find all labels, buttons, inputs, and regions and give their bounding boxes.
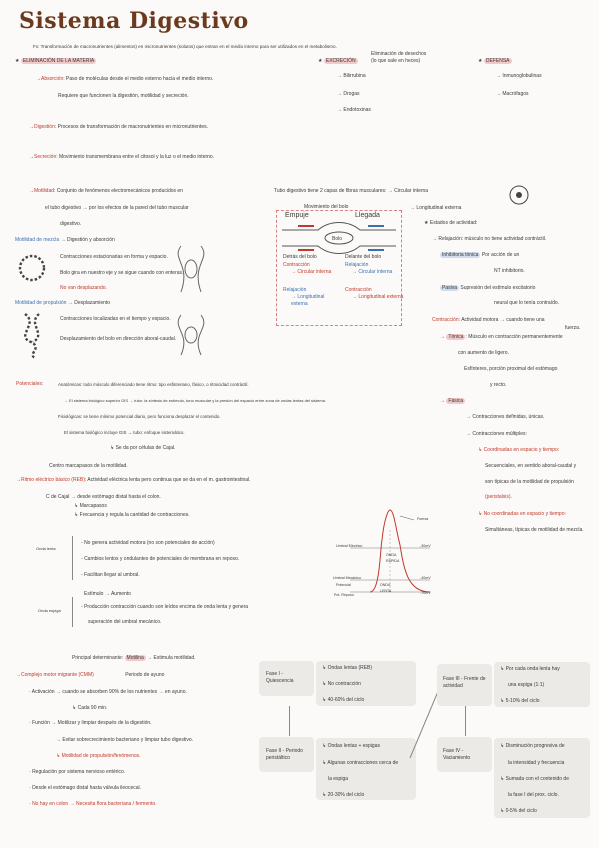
diagram-delante-relaj-sub: → Circular interna <box>352 269 393 275</box>
propulsion-wave-icon <box>17 312 47 358</box>
fase-3-item: ↳ Por cada onda lenta hay <box>500 666 560 672</box>
diagram-llegada: Llegada <box>355 212 380 219</box>
defensa-item: → Macrófagos <box>496 91 529 97</box>
complejo-principal: Principal determinante: Motilina → Estimula motilidad. <box>72 655 196 661</box>
complejo-regulacion: · Regulación por sistema nervioso entérico. <box>29 769 126 775</box>
graph-fuerza: Fuerza <box>417 517 429 521</box>
fase-2-item: ↳ 20-30% del ciclo <box>322 792 365 798</box>
estados-tonica-3: Esfínteres, porción proximal del estómago <box>464 366 558 372</box>
estados-fasica: → Fásica <box>440 398 464 404</box>
estados-multiples: → Contracciones múltiples: <box>466 431 527 437</box>
fase-2-item: ↳ Algunas contracciones cerca de <box>322 760 399 766</box>
diagram-delante-contr-sub: → Longitudinal externa <box>352 294 404 300</box>
complejo-motilidad-prop: ↳ Motilidad de propulsión/fenómenos. <box>56 753 141 759</box>
graph-onda-rapida: ONDA <box>386 553 397 557</box>
diagram-delante-relaj: Relajación <box>345 262 369 268</box>
graph-v3: -70mV <box>420 591 431 595</box>
potenciales-fisio: Fisiológicas: se tiene mínimo potencial diario, pero funciona desplazar el contenido. <box>58 414 221 419</box>
onda-lenta-i1: - No genera actividad motora (no son potenciales de acción) <box>81 540 215 546</box>
potenciales-anat: Anatómicas: todo músculo diferenciado tiene ritmo: tipo esfinteriano, fásico, o ritmicidad contráctil. <box>58 382 249 387</box>
propulsion-header: Motilidad de propulsión → Desplazamiento <box>15 300 111 306</box>
diagram-detras-contr: Contracción <box>283 262 310 268</box>
graph-potencial: Potencial <box>336 583 351 587</box>
potenciales-fisio-3: ↳ Se da por células de Cajal. <box>110 445 176 451</box>
estados-coord-t3: (peristalsis). <box>485 494 512 500</box>
graph-umbral-electrico: Umbral Eléctrico <box>336 544 363 548</box>
defensa-item: → Inmunoglobulinas <box>496 73 542 79</box>
diagram-detras-relaj: Relajación <box>283 287 307 293</box>
header-defensa: ★ DEFENSA <box>478 58 510 64</box>
estados-coord-t1: Secuenciales, en sentido aboral-caudal y <box>485 463 577 469</box>
potenciales-marcapasos: ↳ Marcapasos <box>74 503 107 509</box>
graph-umbral-mecanico: Umbral Mecánico <box>333 576 361 580</box>
diagram-detras-contr-sub: → Circular interna <box>291 269 332 275</box>
estados-tonica: → Tónica : Músculo en contracción permanentemente <box>440 334 563 340</box>
motilidad-line-1: →Motilidad: Conjunto de fenómenos electromecánicos producidos en <box>29 188 183 194</box>
graph-onda-lenta: ONDA <box>380 583 391 587</box>
muscle-layer-icon <box>508 184 530 206</box>
excrecion-note-2: (lo que sale en heces) <box>371 58 421 64</box>
fase-1-item: ↳ 40-60% del ciclo <box>322 697 365 703</box>
fase-1-item: ↳ Ondas lentas (REB) <box>322 665 373 671</box>
potenciales-anat-2: → El sistema biológico superior GIS → tubo: la síntesis de estímulo, tono muscular y la presión del espacio entre zona de ondas lentas del sistema. <box>64 398 326 403</box>
digestion-line: →Digestión: Procesos de transformación de macronutrientes en micronutrientes. <box>29 124 208 130</box>
diagram-detras-relaj-sub2: externa <box>291 301 308 307</box>
fase-2-item: la espiga <box>328 776 349 782</box>
graph-v2: -40mV <box>420 576 431 580</box>
complejo-funcion: · Función → Motilizar y limpiar después de la digestión. <box>29 720 152 726</box>
secrecion-line: →Secreción: Movimiento transmembrana entre el citosol y la luz o el medio interno. <box>29 154 215 160</box>
complejo-no-colon: · No hay en colon → Necesita flora bacteriana / fermento. <box>29 801 157 807</box>
fase-2-label: Fase II - Periodo peristáltico <box>266 748 303 761</box>
onda-lenta-i2: - Cambios lentos y ondulantes de potenciales de membrana en reposo. <box>81 556 240 562</box>
propulsion-c1: Contracciones localizadas en el tiempo y espacio. <box>60 316 171 322</box>
intestine-segment-icon-2 <box>166 313 216 358</box>
estados-title: ★ Estados de actividad: <box>424 220 478 226</box>
diagram-bolo: Bolo <box>332 236 343 242</box>
espiga-bracket <box>72 597 73 627</box>
excrecion-item: → Endotoxinas <box>337 107 371 113</box>
onda-lenta-bracket <box>72 536 73 580</box>
complejo-activacion: · Activación → cuando se absorben 90% de los nutrientes → en ayuno. <box>29 689 187 695</box>
estados-pasiva: Pasiva Supresión del estímulo excitatorio <box>442 285 536 291</box>
absorcion-line-1: →Absorción: Paso de moléculas desde el medio externo hacia el medio interno. <box>36 76 214 82</box>
mezcla-c1: Contracciones estacionarias en forma y espacio. <box>60 254 168 260</box>
fase-4-item: la intensidad y frecuencia <box>508 760 565 766</box>
mezcla-c2: Bolo gira en nuestro eje y se sigue cuando con enteras. <box>60 270 184 276</box>
graph-onda-lenta-2: LENTA <box>380 589 392 593</box>
fase-connector <box>289 706 290 736</box>
diagram-detras-relaj-sub: → Longitudinal <box>291 294 325 300</box>
diagram-delante-contr: Contracción <box>345 287 372 293</box>
potenciales-fisio-2: El sistema biológico incluye GIS → tubo: enfoque sistemático. <box>64 430 185 435</box>
estados-fasica-text: → Contracciones definidas, únicas. <box>466 414 545 420</box>
fase-2-item: ↳ Ondas lentas + espigas <box>322 743 380 749</box>
fase-4-item: la fase I del prox. ciclo. <box>508 792 559 798</box>
potenciales-cajal-title: Centro marcapasos de la motilidad. <box>49 463 128 469</box>
fase-4-item: ↳ Disminución progresiva de <box>500 743 565 749</box>
diagram-intro: Tubo digestivo tiene 2 capas de fibras musculares: → Circular interna <box>274 188 429 194</box>
estados-tonica-2: con aumento de ligero. <box>458 350 509 356</box>
estados-tonica-4: y recto. <box>490 382 507 388</box>
motilidad-line-2: el tubo digestivo → por los efectos de la pared del tubo muscular <box>45 205 189 211</box>
diagram-capa2: → Longitudinal externa <box>410 205 462 211</box>
complejo-desde: · Desde el estómago distal hasta válvula ileocecal. <box>29 785 142 791</box>
estados-pasiva-2: neural que lo tenía contraído. <box>494 300 560 306</box>
diagram-movimiento: Movimiento del bolo <box>304 204 349 210</box>
potenciales-label: Potenciales: <box>16 381 44 387</box>
estados-coord-t2: son típicas de la motilidad de propulsión <box>485 479 574 485</box>
estados-inhibitoria-2: NT inhibitorio. <box>494 268 525 274</box>
estados-relajacion: → Relajación: músculo no tiene actividad contráctil. <box>432 236 547 242</box>
diagram-detras-title: Detrás del bolo <box>283 254 317 260</box>
excrecion-item: → Bilirrubina <box>337 73 366 79</box>
fase-1-item: ↳ No contracción <box>322 681 361 687</box>
fase-3-label: Fase III - Frente de actividad <box>443 676 486 689</box>
intestine-segment-icon <box>166 244 216 294</box>
excrecion-note-1: Eliminación de desechos <box>371 51 427 57</box>
estados-contraccion-2: fuerza. <box>565 325 581 331</box>
fase-3-item: una espiga (1:1) <box>508 682 545 688</box>
estados-contraccion: Contracción: Actividad motora → cuando tiene una <box>432 317 545 323</box>
estados-nocoord: ↳ No coordinadas en espacio y tiempo: <box>478 511 566 517</box>
complejo-cmm: →Complejo motor migrante (CMM) Periodo de ayuno <box>16 672 165 678</box>
potenciales-reb: →Ritmo eléctrico básico (REB): Actividad eléctrica lenta pero continua que se da en el m. gastrointestinal. <box>16 477 251 483</box>
potenciales-frecuencia: ↳ Frecuencia y regula la cantidad de contracciones. <box>74 512 190 518</box>
espiga-i2: superación del umbral mecánico. <box>88 619 162 625</box>
graph-v1: -30mV <box>420 544 431 548</box>
espiga-i1: - Producción contracción cuando son leídos encima de onda lenta y genera <box>81 604 249 610</box>
onda-lenta-label: Onda lenta <box>36 546 56 551</box>
diagram-delante-title: Delante del bolo <box>345 254 382 260</box>
page-title: Sistema Digestivo <box>19 8 249 34</box>
estados-inhibitoria: Inhibitoria tónica Por acción de un <box>442 252 520 258</box>
estados-coord: ↳ Coordinadas en espacio y tiempo: <box>478 447 560 453</box>
complejo-evitar: → Evitar sobrecrecimiento bacteriano y limpiar tubo digestivo. <box>56 737 194 743</box>
fase-connector-2 <box>465 706 466 736</box>
absorcion-line-2: Requiere que funcionen la digestión, motilidad y secreción. <box>58 93 189 99</box>
fase-3-item: ↳ 5-10% del ciclo <box>500 698 540 704</box>
espiga-label: Onda espiga <box>38 608 61 613</box>
fase-4-item: ↳ 0-5% del ciclo <box>500 808 537 814</box>
propulsion-c2: Desplazamiento del bolo en dirección aboral-caudal. <box>60 336 177 342</box>
motilidad-line-3: digestivo. <box>60 221 82 227</box>
graph-onda-rapida-2: RÁPIDA <box>386 559 400 563</box>
fase-4-label: Fase IV - Vaciamiento <box>443 748 471 761</box>
intro-text: Fx: Transformación de macronutrientes (alimentos) en micronutrientes (solutos) que entran en el medio interno para ser utilizados en el metabolismo. <box>33 44 337 49</box>
mezcla-circle-icon <box>17 253 47 283</box>
fase-1-label: Fase I - Quiescencia <box>266 671 294 684</box>
diagram-empuje: Empuje <box>285 212 309 219</box>
espiga-pre: Estímulo → Aumento <box>84 591 131 597</box>
fase-4-item: ↳ Sumada con el contenido de <box>500 776 569 782</box>
graph-pot-reposo: Pot. Reposo <box>334 593 354 597</box>
header-eliminacion: ★ ELIMINACIÓN DE LA MATERIA <box>15 58 95 64</box>
potenciales-cajal: C de Cajal → desde estómago distal hasta el colon. <box>46 494 161 500</box>
excrecion-item: → Drogas <box>337 91 360 97</box>
estados-nocoord-t: Simultáneas, típicas de motilidad de mezcla. <box>485 527 584 533</box>
header-excrecion: ★ EXCRECIÓN <box>318 58 356 64</box>
mezcla-header: Motilidad de mezcla → Digestión y absorción <box>15 237 115 243</box>
mezcla-c3: No van desplazando. <box>60 285 107 291</box>
complejo-cada: ↳ Cada 90 min. <box>72 705 108 711</box>
onda-lenta-i3: - Facilitan llegar al umbral. <box>81 572 140 578</box>
